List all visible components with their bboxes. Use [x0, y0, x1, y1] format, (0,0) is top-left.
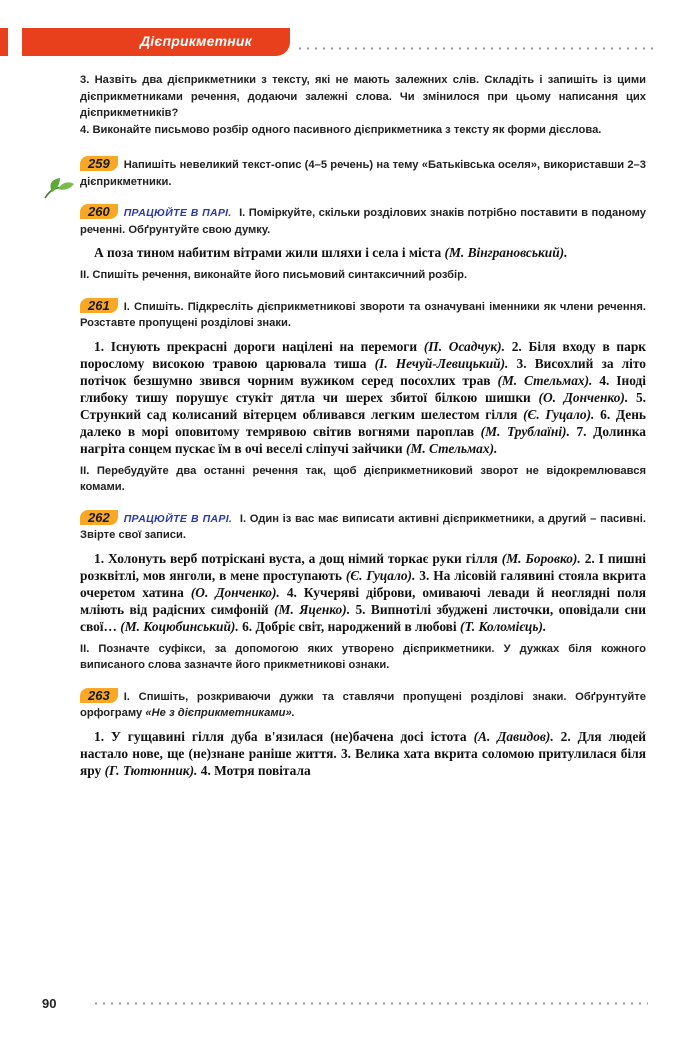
exercise-260: [80, 204, 646, 238]
sentence-author: (Т. Коломієць).: [460, 618, 547, 634]
sentence-text: 3. Велика хата вкрита соломою притулилася біля яру: [80, 745, 646, 778]
sentence-author: (Є. Гуцало).: [345, 567, 416, 583]
section-title: Дієприкметник: [140, 33, 252, 49]
exercise-262-task1: І. Один із вас має виписати активні дієприкметники, а другий – пасивні. Звірте свої записи.: [80, 512, 647, 541]
exercise-number-badge: 263: [80, 688, 118, 703]
exercise-number-badge: 260: [80, 204, 118, 219]
page-content: [80, 72, 646, 779]
sentence-text: 1. У гущавині гілля дуба в'язилася (не)бачена досі істота: [94, 728, 467, 744]
sentence-author: (М. Трублаїні).: [480, 423, 570, 439]
sentence-text: 2. І пишні розквітлі, мов янголи, в мене проступають: [80, 550, 647, 583]
exercise-number-badge: 262: [80, 510, 118, 525]
sentence-author: (А. Давидов).: [473, 728, 554, 744]
exercise-262-sentences: [80, 550, 646, 635]
exercise-number-badge: 261: [80, 298, 118, 313]
header-dotted-line: [296, 47, 656, 50]
sentence-text: 1. Існують прекрасні дороги націлені на перемоги: [94, 338, 418, 354]
sentence-author: (П. Осадчук).: [423, 338, 505, 354]
sentence-text: 2. Біля входу в парк порослому високою травою царювала тиша: [80, 338, 646, 371]
header-edge-strip: [0, 28, 8, 56]
exercise-263-task1: І. Спишіть, розкриваючи дужки та ставлячи пропущені розділові знаки. Обґрунтуйте орфограму: [80, 690, 646, 719]
exercise-259-text: Напишіть невеликий текст-опис (4–5 речень) на тему «Батьківська оселя», використавши 2–3 дієприкметники.: [80, 159, 646, 188]
exercise-261-sentences: [80, 338, 646, 457]
sentence-author: (М. Стельмах).: [405, 440, 498, 456]
exercise-261-task2: ІІ. Перебудуйте два останні речення так, щоб дієприкметниковий зворот не відокремлювався комами.: [80, 464, 646, 493]
sentence-author: (М. Вінграновський).: [444, 245, 568, 260]
sentence-author: (О. Донченко).: [190, 584, 280, 600]
sentence-text: 7. Долинка нагріта сонцем пускає їм в очі веселі сліпучі зайчики: [80, 423, 646, 456]
exercise-259: [80, 156, 646, 190]
exercise-263: [80, 688, 646, 722]
task-4: 4. Виконайте письмово розбір одного пасивного дієприкметника з тексту як форми дієслова.: [80, 123, 602, 136]
exercise-261: [80, 298, 646, 332]
exercise-263-sentences: [80, 728, 646, 779]
sentence-author: (М. Стельмах).: [497, 372, 593, 388]
sentence-text: 4. Кучеряві діброви, омиваючі левади й неоглядні поля мліють від радісних симфоній: [80, 584, 646, 617]
footer-dotted-line: [92, 1002, 648, 1005]
sentence-text: 5. Випнотілі збуджені листочки, оповідали сни свої…: [80, 601, 646, 634]
exercise-263-orthogram: «Не з дієприкметниками».: [145, 707, 295, 719]
sentence-text: 4. Іноді глибоку тишу порушує стукіт дятла чи шерех збитої білкою шишки: [80, 372, 646, 405]
sentence-text: 2. Для людей настало нове, ще (не)знане раніше життя.: [80, 728, 646, 761]
sentence-text: А поза тином набитим вітрами жили шляхи і села і міста: [94, 245, 442, 260]
task-3: 3. Назвіть два дієприкметники з тексту, які не мають залежних слів. Складіть і запишіть із цими дієприкметниками речення, додаючи залежні слова. Чи змінилося при цьому написання цих дієприкметників?: [80, 74, 646, 119]
sentence-text: 4. Мотря повітала: [200, 762, 311, 778]
pair-work-label: ПРАЦЮЙТЕ В ПАРІ.: [123, 512, 233, 525]
sentence-text: 1. Холонуть верб потріскані вуста, а дощ німий торкає руки гілля: [94, 550, 498, 566]
sentence-author: (О. Донченко).: [538, 389, 629, 405]
sentence-text: 6. День далеко в морі оповитому темрявою світив вогнями пароплав: [80, 406, 647, 439]
exercise-261-task1: І. Спишіть. Підкресліть дієприкметникові звороти та означувані іменники як члени речення. Розставте пропущені розділові знаки.: [80, 300, 646, 329]
sentence-text: 3. На лісовій галявині стояла вкрита очеретом хатина: [80, 567, 646, 600]
sentence-author: (М. Яценко).: [274, 601, 351, 617]
exercise-260-task2: ІІ. Спишіть речення, виконайте його письмовий синтаксичний розбір.: [80, 269, 468, 281]
leaf-icon: [42, 176, 76, 202]
exercise-262: [80, 510, 646, 544]
exercise-number-badge: 259: [80, 156, 118, 171]
sentence-author: (М. Коцюбинський).: [120, 618, 239, 634]
sentence-author: (Є. Гуцало).: [523, 406, 595, 422]
sentence-text: 3. Висохлий за літо потічок безшумно звився чорним вужиком серед посохлих трав: [80, 355, 646, 388]
sentence-text: 6. Добріє світ, народжений в любові: [242, 618, 457, 634]
exercise-260-sentence: [80, 244, 646, 261]
sentence-author: (М. Боровко).: [501, 550, 581, 566]
sentence-author: (І. Нечуй-Левицький).: [374, 355, 509, 371]
pair-work-label: ПРАЦЮЙТЕ В ПАРІ.: [123, 207, 232, 219]
sentence-author: (Г. Тютюнник).: [104, 762, 198, 778]
page-number: 90: [42, 996, 57, 1011]
exercise-262-task2: ІІ. Позначте суфікси, за допомогою яких утворено дієприкметники. У дужках біля кожного виписаного слова зазначте його прикметникові ознаки.: [80, 642, 646, 671]
sentence-text: 5. Стрункий сад колисаний вітерцем обливався легким шелестом гілля: [80, 389, 647, 422]
exercise-260-task1: І. Поміркуйте, скільки розділових знаків потрібно поставити в поданому реченні. Обґрунтуйте свою думку.: [80, 207, 647, 236]
